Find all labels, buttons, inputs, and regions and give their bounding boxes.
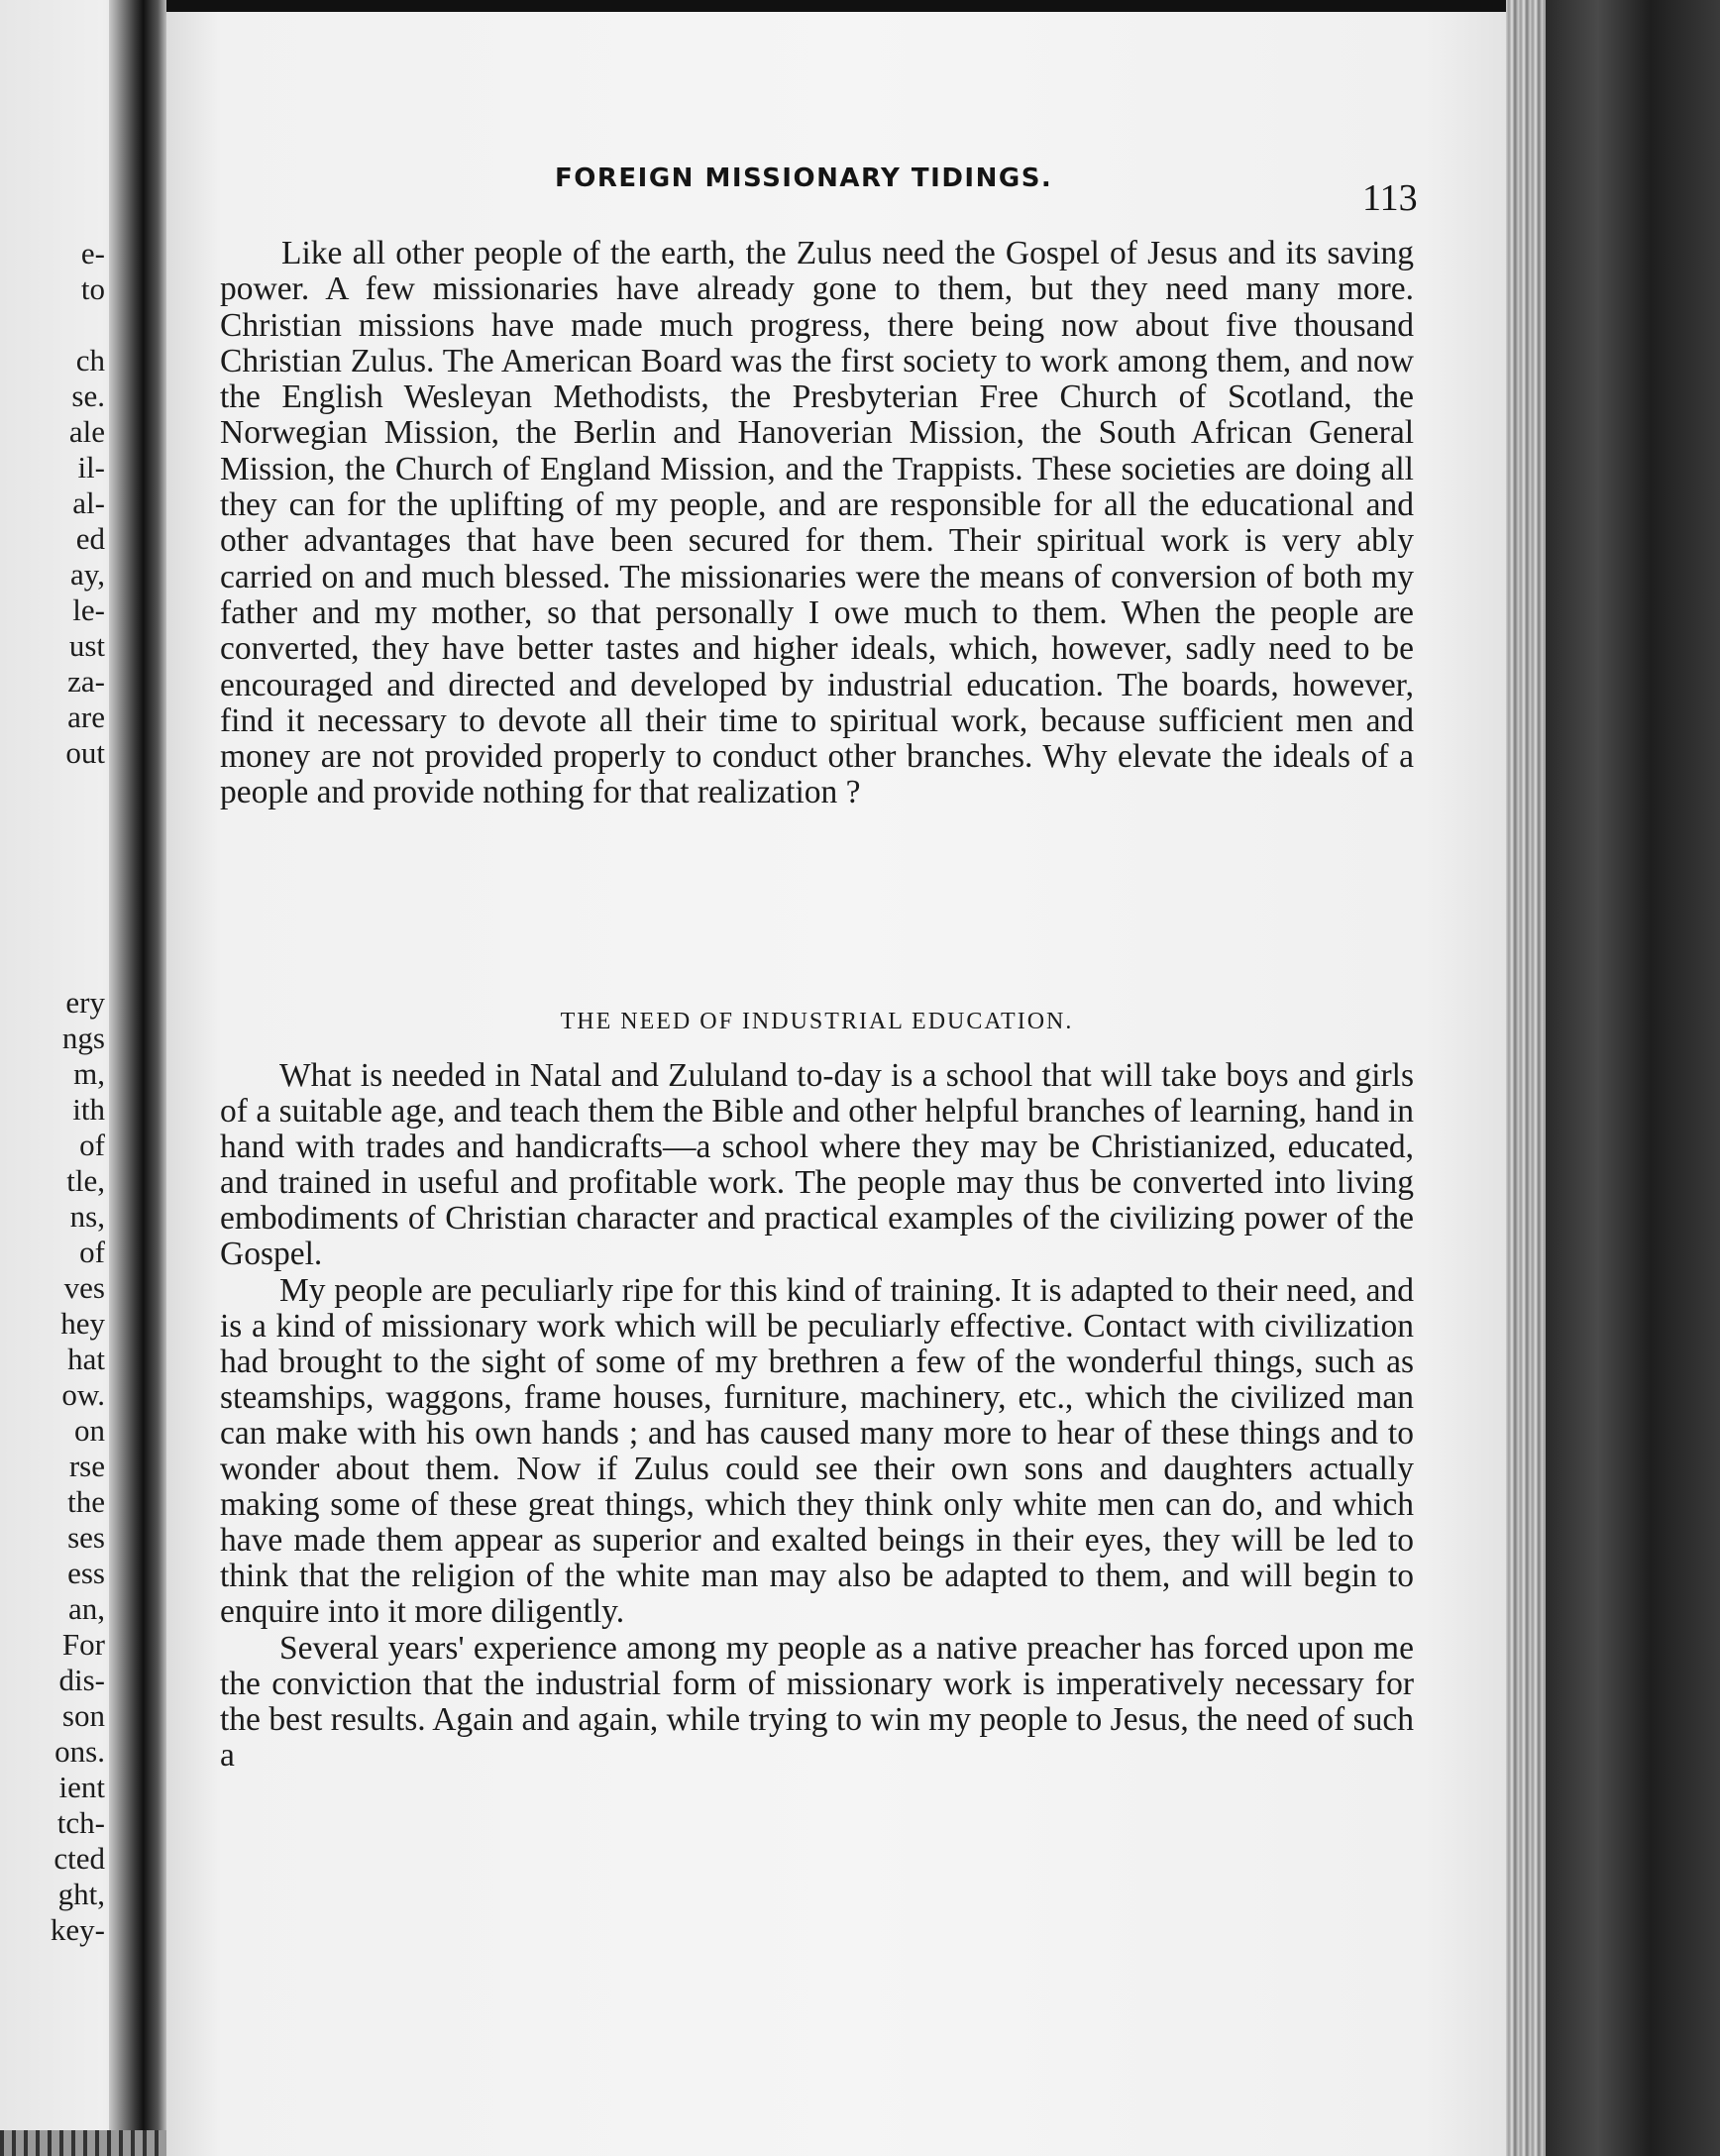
left-page-fragment: ay, <box>70 557 105 592</box>
left-page-fragment: of <box>79 1128 105 1162</box>
left-page-fragment: rse <box>68 1449 105 1483</box>
left-page-fragment: ght, <box>57 1877 105 1911</box>
left-page-fragment: ale <box>68 414 105 449</box>
left-page-fragment: an, <box>67 1591 105 1626</box>
left-page-fragment: the <box>67 1484 105 1519</box>
left-page-fragment: ons. <box>54 1734 105 1769</box>
left-page-fragment: al- <box>72 485 105 520</box>
left-page-fragment: are <box>67 700 105 734</box>
left-page-fragment: ngs <box>61 1021 105 1055</box>
left-page-fragment: il- <box>77 450 105 485</box>
left-page-fragment: ns, <box>69 1199 105 1234</box>
left-page-fragment: tch- <box>56 1805 105 1840</box>
left-page-fragment: ed <box>75 521 105 556</box>
book-bottom-edge <box>0 2130 166 2156</box>
left-page-fragment: ow. <box>61 1377 105 1412</box>
left-page-fragment: hat <box>67 1342 105 1376</box>
left-page-fragment: dis- <box>58 1663 105 1697</box>
left-page-fragment: ves <box>63 1270 105 1305</box>
body-text-section-2 <box>220 1058 1414 1774</box>
left-page-fragment: key- <box>50 1912 105 1947</box>
left-page-fragment: m, <box>73 1056 105 1091</box>
left-page-fragment: cted <box>54 1841 105 1876</box>
left-page-fragment: of <box>79 1235 105 1269</box>
book-gutter <box>109 0 166 2156</box>
paragraph: Like all other people of the earth, the Zulus need the Gospel of Jesus and its saving power. A few missionaries have already gone to them, but they need many more. Christian missions have made much progress, there being now about five thousand Christian Zulus. The American Board was the first society to work among them, and now the English Wesleyan Methodists, the Presbyterian Free Church of Scotland, the Norwegian Mission, the Berlin and Hanoverian Mission, the South African General Mission, the Church of England Mission, and the Trappists. These societies are doing all they can for the uplifting of my people, and are responsible for all the educational and other advantages that have been secured for them. Their spiritual work is very ably carried on and much blessed. The missionaries were the means of conversion of both my father and my mother, so that personally I owe much to them. When the people are converted, they have better tastes and higher ideals, which, however, sadly need to be encouraged and directed and developed by industrial education. The boards, however, find it necessary to devote all their time to spiritual work, because sufficient men and money are not provided properly to conduct other branches. Why elevate the ideals of a people and provide nothing for that realization ? <box>220 235 1414 811</box>
paragraph: Several years' experience among my people as a native preacher has forced upon me the conviction that the industrial form of missionary work is imperatively necessary for the best results. Again and again, while trying to win my people to Jesus, the need of such a <box>220 1629 1414 1774</box>
left-page-fragment: hey <box>60 1306 105 1341</box>
left-page-fragment: ust <box>68 628 105 663</box>
left-page-fragment: ery <box>65 985 105 1020</box>
left-page-fragment: son <box>61 1698 105 1733</box>
left-page-fragment: e- <box>80 236 105 270</box>
left-page-fragment: on <box>74 1413 105 1448</box>
section-heading: THE NEED OF INDUSTRIAL EDUCATION. <box>560 1009 1074 1034</box>
page-number: 113 <box>1362 177 1418 219</box>
left-page-fragment: ith <box>72 1092 105 1127</box>
left-page-fragment: ch <box>75 343 105 377</box>
left-page-fragment: ses <box>67 1520 105 1555</box>
paragraph: My people are peculiarly ripe for this kind of training. It is adapted to their need, and is a kind of missionary work which will be peculiarly effective. Contact with civilization had brought to the sight of some of my brethren a few of the wonderful things, such as steamships, waggons, frame houses, furniture, machinery, etc., which the civilized man can make with his own hands ; and has caused many more to hear of these things and to wonder about them. Now if Zulus could see their own sons and daughters actually making some of these great things, which they think only white men can do, and which have made them appear as superior and exalted beings in their eyes, they will be led to think that the religion of the white man may also be adapted to them, and will begin to enquire into it more diligently. <box>220 1271 1414 1631</box>
left-page-fragment: le- <box>72 593 105 627</box>
left-page-fragment: ess <box>67 1556 105 1590</box>
body-text-section-1 <box>220 236 1414 811</box>
left-page-fragment: za- <box>67 664 105 699</box>
left-page-fragment: se. <box>71 378 105 413</box>
book-cover <box>1546 0 1720 2156</box>
left-page-fragment: For <box>61 1627 105 1662</box>
left-page-fragment: ient <box>58 1770 105 1804</box>
running-head: FOREIGN MISSIONARY TIDINGS. <box>555 163 1053 193</box>
left-page-fragment: out <box>65 735 105 770</box>
left-page-fragment: tle, <box>66 1163 105 1198</box>
paragraph: What is needed in Natal and Zululand to-day is a school that will take boys and girls of a suitable age, and teach them the Bible and other helpful branches of learning, hand in hand with trades and handicrafts—a school where they may be Christianized, educated, and trained in useful and profitable work. The people may thus be converted into living embodiments of Christian character and practical examples of the civilizing power of the Gospel. <box>220 1057 1414 1273</box>
left-page-fragment: to <box>80 271 105 306</box>
